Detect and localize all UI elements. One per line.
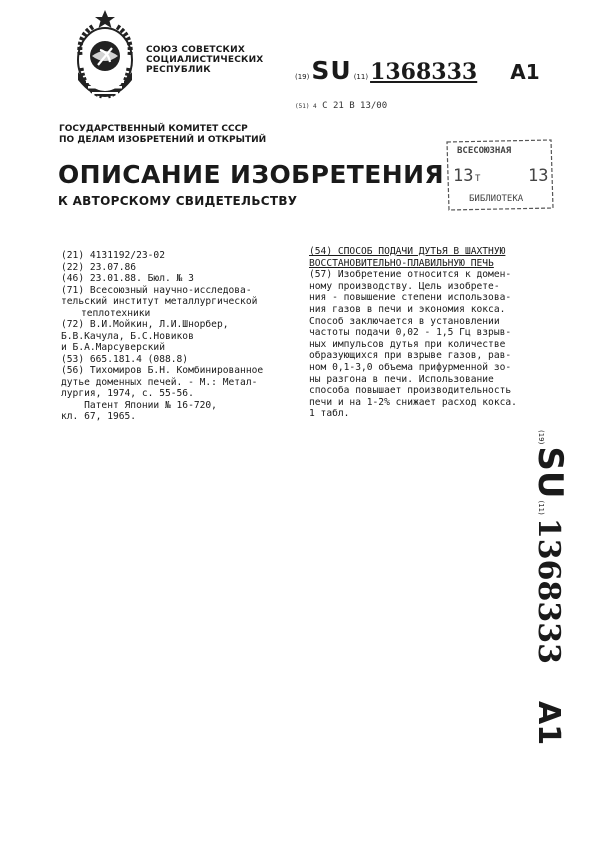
- library-stamp: [445, 138, 555, 212]
- biblio-line: Патент Японии № 16-720,: [61, 399, 217, 411]
- ipc-classification: [295, 101, 387, 111]
- biblio-line: дутье доменных печей. - М.: Метал-: [61, 376, 258, 388]
- stamp-line-3: БИБЛИОТЕКА: [469, 194, 524, 204]
- abstract-line: ных импульсов дутья при количестве: [309, 338, 506, 350]
- invention-title-line: ВОССТАНОВИТЕЛЬНО-ПЛАВИЛЬНУЮ ПЕЧЬ: [309, 257, 494, 269]
- biblio-line: (22) 23.07.86: [61, 261, 137, 273]
- side-patent-code: [520, 430, 570, 746]
- country-name: [146, 45, 263, 75]
- country-code: SU: [311, 56, 352, 85]
- abstract-line: (57) Изобретение относится к домен-: [309, 269, 512, 281]
- code-prefix-19: (19): [295, 73, 310, 81]
- biblio-line: (71) Всесоюзный научно-исследова-: [61, 284, 252, 296]
- biblio-line: тельский институт металлургической: [61, 296, 258, 307]
- side-prefix-11: (11): [537, 500, 545, 515]
- country-line: СОЮЗ СОВЕТСКИХ: [146, 45, 245, 55]
- patent-code-header: [295, 56, 540, 85]
- abstract-line: ны разгона в печи. Использование: [309, 373, 494, 385]
- biblio-line: (72) В.И.Мойкин, Л.И.Шнорбер,: [61, 319, 229, 330]
- side-document-kind: A1: [531, 700, 566, 746]
- side-country-code: SU: [530, 446, 570, 499]
- country-line: РЕСПУБЛИК: [146, 65, 211, 75]
- abstract-line: частоты подачи 0,02 - 1,5 Гц взрыв-: [309, 327, 512, 339]
- abstract-line: образующихся при взрыве газов, рав-: [309, 350, 512, 362]
- biblio-line: и Б.А.Марсуверский: [61, 342, 165, 353]
- biblio-line: кл. 67, 1965.: [61, 411, 137, 422]
- abstract-line: ном 0,1-3,0 объема прифурменной зо-: [309, 361, 512, 373]
- ipc-prefix: (51) 4: [295, 103, 317, 110]
- biblio-line: (21) 4131192/23-02: [61, 250, 165, 261]
- abstract-line: способа повышает производительность: [309, 385, 512, 397]
- abstract: [309, 246, 539, 420]
- biblio-line: Б.В.Качула, Б.С.Новиков: [61, 330, 194, 342]
- stamp-letter: Т: [475, 174, 481, 184]
- committee: [59, 124, 266, 146]
- biblio-line: (46) 23.01.88. Бюл. № 3: [61, 273, 194, 284]
- stamp-number-right: 13: [528, 166, 549, 186]
- bibliographic-data: [61, 250, 291, 423]
- document-title: ОПИСАНИЕ ИЗОБРЕТЕНИЯ: [58, 160, 445, 189]
- document-subtitle: К АВТОРСКОМУ СВИДЕТЕЛЬСТВУ: [58, 194, 298, 208]
- abstract-line: Способ заключается в установлении: [309, 315, 500, 327]
- committee-line: ПО ДЕЛАМ ИЗОБРЕТЕНИЙ И ОТКРЫТИЙ: [59, 135, 267, 145]
- biblio-line: (53) 665.181.4 (088.8): [61, 353, 189, 365]
- side-prefix-19: (19): [537, 430, 545, 445]
- code-prefix-11: (11): [353, 73, 369, 81]
- invention-title-line: (54) СПОСОБ ПОДАЧИ ДУТЬЯ В ШАХТНУЮ: [309, 246, 506, 257]
- biblio-line: теплотехники: [81, 307, 151, 319]
- abstract-line: ному производству. Цель изобрете-: [309, 280, 500, 292]
- stamp-line-1: ВСЕСОЮЗНАЯ: [457, 146, 512, 156]
- document-kind: A1: [510, 60, 540, 84]
- abstract-line: ния газов в печи и экономия кокса.: [309, 303, 506, 315]
- ussr-emblem: [74, 10, 136, 110]
- stamp-number-left: 13: [453, 166, 474, 186]
- committee-line: ГОСУДАРСТВЕННЫЙ КОМИТЕТ СССР: [59, 124, 248, 134]
- biblio-line: лургия, 1974, с. 55-56.: [61, 388, 194, 399]
- abstract-line: ния - повышение степени использова-: [309, 292, 512, 304]
- ipc-class: С 21 В 13/00: [322, 101, 388, 111]
- abstract-line: печи и на 1-2% снижает расход кокса.: [309, 396, 517, 408]
- patent-number: 1368333: [370, 59, 478, 85]
- side-patent-number: 1368333: [531, 517, 566, 664]
- country-line: СОЦИАЛИСТИЧЕСКИХ: [146, 55, 264, 65]
- biblio-line: (56) Тихомиров Б.Н. Комбинированное: [61, 365, 264, 376]
- abstract-line: 1 табл.: [309, 408, 350, 420]
